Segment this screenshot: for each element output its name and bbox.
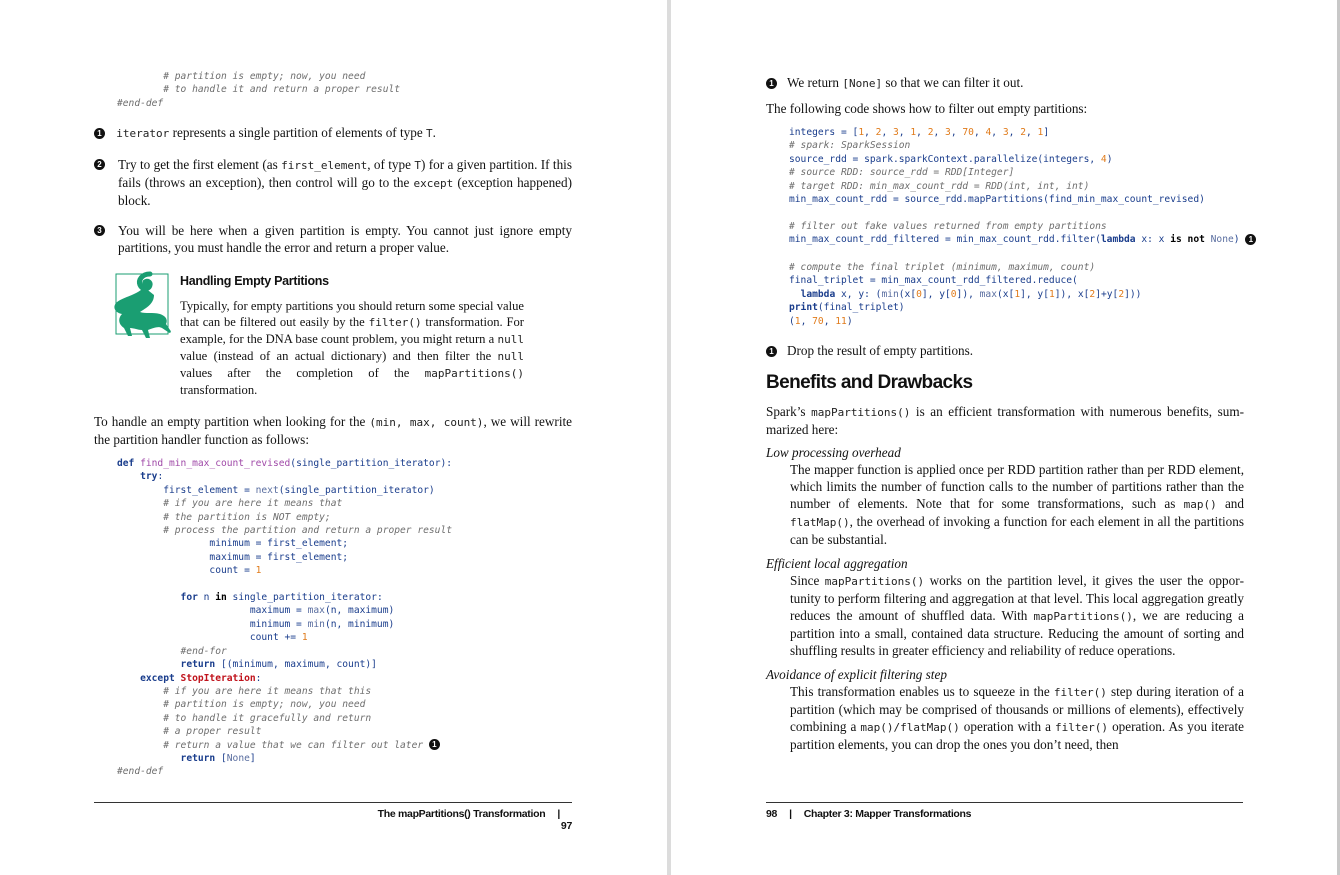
code-line <box>117 458 452 469</box>
code-token: ], y[ <box>1020 288 1049 300</box>
code-token: 2 <box>1089 288 1096 300</box>
code-block-reduce <box>789 261 1141 328</box>
code-token: # return a value that we can filter out later <box>117 739 429 751</box>
footer-separator: | <box>789 808 792 820</box>
inline-code: map() <box>1183 498 1217 511</box>
code-token: ]), x[ <box>1054 288 1090 300</box>
inline-code: first_element <box>281 159 368 172</box>
footer-separator: | <box>557 808 560 820</box>
inline-code: T <box>426 127 433 140</box>
code-token: # target RDD: min_max_count_rdd = RDD(int, int, int) <box>789 180 1090 192</box>
code-token: , <box>898 127 911 138</box>
code-line <box>117 659 377 670</box>
text-run: , the overhead of invoking a function for each element in all the partitions can be substantial. <box>790 514 1244 547</box>
code-token: min_max_count_rdd = source_rdd.mapPartitions(find_min_max_count_revised) <box>789 194 1205 206</box>
code-token: # if you are here it means that this <box>117 685 372 697</box>
inline-code: mapPartitions() <box>1033 610 1133 623</box>
inline-code: filter() <box>368 316 422 329</box>
code-block-find-min-max-count-revised <box>117 457 452 779</box>
code-token: x: x <box>1135 234 1171 246</box>
code-token: , <box>950 127 963 138</box>
inline-code: mapPartitions() <box>424 367 524 380</box>
definition-item <box>766 445 1244 548</box>
code-line <box>789 127 1049 138</box>
text-run: Try to get the first element (as <box>118 157 282 172</box>
code-token: try <box>140 471 158 483</box>
code-token: 2 <box>875 127 882 138</box>
intro-paragraph <box>94 413 572 448</box>
callout-item-1 <box>766 74 1244 92</box>
code-token: count += <box>117 632 302 644</box>
code-token: ], y[ <box>921 288 951 300</box>
footer-rule <box>766 802 1243 803</box>
code-token: 1 <box>794 315 801 327</box>
code-token: (final_triplet) <box>817 302 905 314</box>
code-line <box>789 316 853 327</box>
code-token: # process the partition and return a proper result <box>117 525 453 537</box>
code-token <box>789 289 801 300</box>
code-token: # filter out fake values returned from empty partitions <box>789 221 1107 232</box>
code-token: 3 <box>945 127 951 138</box>
code-token: 2 <box>1020 127 1026 138</box>
callout-marker-icon: 1 <box>766 346 777 357</box>
text-run: This transformation enables us to squeeze in the <box>790 684 1054 699</box>
code-token: max <box>979 288 997 300</box>
code-token: # the partition is NOT empty; <box>117 511 331 523</box>
code-line <box>789 167 1014 178</box>
definition-term: Low processing overhead <box>766 445 901 460</box>
code-token: 1 <box>1048 288 1055 300</box>
code-token: # a proper result <box>117 726 262 738</box>
code-token: #end-def <box>117 766 164 778</box>
code-line <box>117 713 371 724</box>
code-token: (n, maximum) <box>324 605 395 617</box>
code-token: (n, minimum) <box>324 618 395 630</box>
code-line <box>117 525 452 536</box>
code-token: minimum = <box>117 618 308 630</box>
inline-code: [None] <box>842 77 883 90</box>
code-token: , <box>991 127 1003 138</box>
code-block-top-left <box>117 70 400 110</box>
code-token: , <box>973 127 986 138</box>
callout-marker-icon: 1 <box>94 128 105 139</box>
code-token: in <box>215 592 227 604</box>
code-line: # partition is empty; now, you need <box>117 71 366 82</box>
text-run: step during iteration of a partition (which may be comprised of thousands or millions of elements), effectively combining a <box>790 684 1245 734</box>
code-token <box>117 659 181 670</box>
text-run: Typically, for empty partitions you should return some special value that can be filtered out easily by the <box>180 299 524 329</box>
code-token: ) <box>846 315 853 327</box>
inline-code: filter() <box>1055 721 1109 734</box>
code-token: ] <box>1043 127 1050 138</box>
callout-marker-icon: 1 <box>766 78 777 89</box>
code-token: ] <box>249 752 256 764</box>
code-token: , <box>1008 127 1021 138</box>
code-token: ) <box>1106 153 1113 165</box>
inline-code: mapPartitions() <box>811 406 911 419</box>
code-token <box>117 753 181 764</box>
intro-paragraph: The following code shows how to filter out empty partitions: <box>766 101 1088 116</box>
code-token: # source RDD: source_rdd = RDD[Integer] <box>789 167 1015 179</box>
text-run: , we will rewrite the partition handler function as follows: <box>94 414 572 447</box>
code-line: # to handle it and return a proper result <box>117 84 401 96</box>
code-token: lambda <box>1100 234 1136 246</box>
code-token: StopIteration <box>180 672 256 684</box>
code-token: ])) <box>1124 288 1142 300</box>
code-token: 1 <box>910 127 917 138</box>
inline-code: mapPartitions() <box>824 575 925 588</box>
code-line <box>117 740 440 751</box>
code-token: , <box>800 315 813 327</box>
code-token: , <box>881 127 893 138</box>
text-run: transformation. <box>180 383 258 397</box>
text-run: and <box>1216 496 1244 511</box>
code-token: x, y: ( <box>835 288 882 300</box>
code-token: #end-for <box>117 645 227 657</box>
note-body <box>180 298 524 398</box>
callout-text: represents a single partition of elements of type <box>169 125 426 140</box>
code-line <box>117 471 163 482</box>
text-run: values after the completion of the <box>180 366 425 380</box>
callout-marker-icon: 3 <box>94 225 105 236</box>
code-token: , <box>1025 127 1038 138</box>
code-line <box>789 234 1256 245</box>
code-token: 0 <box>916 288 922 300</box>
code-line <box>789 194 1205 205</box>
inline-code: flatMap() <box>790 516 850 529</box>
definition-term: Efficient local aggregation <box>766 556 908 571</box>
code-token: : <box>255 672 262 684</box>
page-footer <box>372 808 572 832</box>
code-token: (x[ <box>898 288 917 300</box>
code-token: (x[ <box>996 288 1015 300</box>
callout-item-3 <box>94 222 572 256</box>
code-token: find_min_max_count_revised <box>140 458 291 469</box>
code-token: # to handle it gracefully and return <box>117 712 372 724</box>
inline-code: (min, max, count) <box>369 416 484 429</box>
code-token: [(minimum, maximum, count)] <box>215 659 377 671</box>
callout-text: . <box>432 125 436 140</box>
code-token: return <box>180 752 216 764</box>
code-line <box>789 140 910 151</box>
text-run: (exception happened) block. <box>118 175 572 208</box>
section-heading: Benefits and Drawbacks <box>766 372 973 393</box>
code-token: (single_partition_iterator): <box>290 458 453 469</box>
page-footer <box>766 808 971 820</box>
callout-marker-icon: 1 <box>1245 234 1256 245</box>
code-block-filter <box>789 220 1256 247</box>
lemur-tip-icon <box>110 270 172 346</box>
definition-list <box>766 445 1244 761</box>
code-line <box>789 262 1095 273</box>
code-token: 1 <box>301 632 308 644</box>
text-run: is an efficient transformation with numerous benefits, summarized here: <box>766 404 1244 437</box>
code-line <box>789 289 1141 300</box>
code-token: 2 <box>1118 288 1125 300</box>
inline-code: filter() <box>1053 686 1107 699</box>
code-token: count = <box>117 565 256 577</box>
page-number: 97 <box>560 820 572 832</box>
code-line <box>117 632 308 643</box>
code-line <box>789 302 905 313</box>
callout-item-1 <box>94 124 572 142</box>
code-token: lambda <box>800 288 836 300</box>
code-line <box>117 498 342 509</box>
text-run: , of type <box>367 157 415 172</box>
inline-code: map()/flatMap() <box>860 721 960 734</box>
code-token: [ <box>215 752 227 764</box>
code-line <box>117 766 163 777</box>
code-token: 1 <box>858 127 865 138</box>
code-line <box>117 699 365 710</box>
code-token: ]), <box>956 288 980 300</box>
code-token: None <box>226 752 250 764</box>
text-run: The mapper function is applied once per RDD partition rather than per RDD element, which limits the number of function calls to the number of partitions rather than the number of elements. Note that for some transformations, such as <box>790 462 1244 511</box>
code-token <box>117 471 140 482</box>
definition-item <box>766 667 1244 753</box>
code-token: ]+y[ <box>1095 288 1119 300</box>
code-token: 70 <box>962 127 974 138</box>
code-token: source_rdd = spark.sparkContext.parallelize(integers, <box>789 153 1101 165</box>
code-token: ( <box>789 315 795 327</box>
code-token: # if you are here it means that <box>117 498 343 510</box>
text-run: , we are reducing a partition into a small, contained data structure. Reducing the amount of sorting and shuffling results in greater efficiency and reliability of reduce operations. <box>790 608 1244 658</box>
code-line <box>117 619 394 630</box>
code-line <box>117 592 383 603</box>
code-line <box>117 673 261 684</box>
callout-marker-icon: 1 <box>429 739 440 750</box>
code-line <box>117 552 348 563</box>
code-token: 1 <box>1037 127 1044 138</box>
code-line <box>789 275 1078 286</box>
code-token: n <box>197 592 216 604</box>
footer-title: Chapter 3: Mapper Transformations <box>803 808 972 820</box>
code-token: single_partition_iterator: <box>226 592 383 604</box>
callout-text: Drop the result of empty partitions. <box>787 343 974 358</box>
code-token: # compute the final triplet (minimum, maximum, count) <box>789 262 1096 273</box>
code-token: 3 <box>893 127 899 138</box>
code-line <box>117 512 331 523</box>
code-token: integers = [ <box>789 127 859 138</box>
code-line <box>117 753 256 764</box>
code-token: next <box>255 484 279 496</box>
code-token: , <box>916 127 928 138</box>
code-token: , <box>933 127 946 138</box>
code-token: 3 <box>1002 127 1009 138</box>
text-run: so that we can filter it out. <box>882 75 1024 90</box>
code-block-source-rdd <box>789 126 1205 206</box>
definition-description <box>790 683 1244 753</box>
code-line <box>117 538 348 549</box>
code-token: ) <box>1233 234 1246 246</box>
page-number: 98 <box>766 808 778 820</box>
code-token: for <box>180 592 198 604</box>
code-token: (single_partition_iterator) <box>278 484 435 496</box>
text-run: To handle an empty partition when looking for the <box>94 414 370 429</box>
text-run: Since <box>790 573 825 588</box>
code-line <box>117 605 394 616</box>
code-line: #end-def <box>117 97 164 109</box>
code-token: first_element = <box>117 484 256 496</box>
definition-item <box>766 556 1244 659</box>
footer-rule <box>94 802 572 803</box>
code-token: maximum = first_element; <box>117 551 349 563</box>
code-line <box>117 485 435 496</box>
code-token: 1 <box>1014 288 1021 300</box>
code-token: 70 <box>812 315 824 327</box>
text-run: Spark’s <box>766 404 812 419</box>
code-token: except <box>140 672 181 684</box>
note-title: Handling Empty Partitions <box>180 274 329 288</box>
definition-description <box>790 572 1244 659</box>
code-token: : <box>157 471 164 483</box>
text-run: operation with a <box>959 719 1056 734</box>
callout-marker-icon: 2 <box>94 159 105 170</box>
code-token: is not <box>1170 234 1205 246</box>
definition-description <box>790 461 1244 548</box>
text-run: works on the partition level, it gives the user the opportunity to perform filtering and aggregation at that level. This local aggregation greatly reduces the amount of shuffled data. With <box>790 573 1244 623</box>
code-token: min <box>881 288 899 300</box>
callout-item-2 <box>94 156 572 209</box>
text-run: value (instead of an actual dictionary) and then filter the <box>180 349 498 363</box>
section-paragraph <box>766 403 1244 438</box>
inline-code: null <box>497 350 524 363</box>
text-run: operation. As you iterate partition elements, you can drop the ones you don’t need, then <box>790 719 1244 752</box>
code-token: # spark: SparkSession <box>789 140 911 152</box>
code-line <box>117 726 261 737</box>
code-token: maximum = <box>117 605 308 617</box>
callout-text: You will be here when a given partition is empty. You cannot just ignore empty partitions, you must handle the error and return a proper value. <box>118 223 572 255</box>
callout-text <box>118 156 572 209</box>
text-run: We return <box>787 75 843 90</box>
left-page <box>0 0 667 875</box>
inline-code: iterator <box>116 127 170 140</box>
code-token: print <box>789 302 818 314</box>
code-token <box>117 592 181 603</box>
inline-code: T <box>414 159 421 172</box>
code-token: min_max_count_rdd_filtered = min_max_count_rdd.filter( <box>789 234 1101 246</box>
inline-code: except <box>413 177 454 190</box>
code-token: , <box>864 127 876 138</box>
code-token: # partition is empty; now, you need <box>117 699 366 711</box>
code-line <box>789 221 1107 232</box>
code-line <box>789 181 1089 192</box>
code-token: 1 <box>255 565 262 577</box>
code-token: return <box>180 659 216 671</box>
inline-code: null <box>497 333 524 346</box>
code-token: def <box>117 458 141 469</box>
code-token: 0 <box>950 288 957 300</box>
code-line <box>117 565 261 576</box>
text-run: transformation. For example, for the DNA base count problem, you might return a <box>180 315 524 346</box>
code-token: minimum = first_element; <box>117 538 349 550</box>
code-token: None <box>1210 234 1234 246</box>
code-token: 4 <box>985 127 992 138</box>
callout-item-2 <box>766 342 1244 359</box>
code-line <box>117 646 227 657</box>
code-token <box>117 673 140 684</box>
definition-term: Avoidance of explicit filtering step <box>766 667 947 682</box>
right-page <box>671 0 1311 875</box>
code-token: 4 <box>1100 153 1107 165</box>
code-token: final_triplet = min_max_count_rdd_filtered.reduce( <box>789 275 1078 287</box>
code-line <box>789 154 1112 165</box>
code-token: min <box>307 618 325 630</box>
code-token: , <box>823 315 836 327</box>
code-token: max <box>307 605 325 617</box>
text-run: ) for a given partition. If this fails (throws an exception), then control will go to the <box>118 157 572 190</box>
code-line <box>117 686 371 697</box>
code-token: 2 <box>927 127 934 138</box>
footer-title: The mapPartitions() Transformation <box>377 808 546 820</box>
code-token: 11 <box>835 315 847 327</box>
